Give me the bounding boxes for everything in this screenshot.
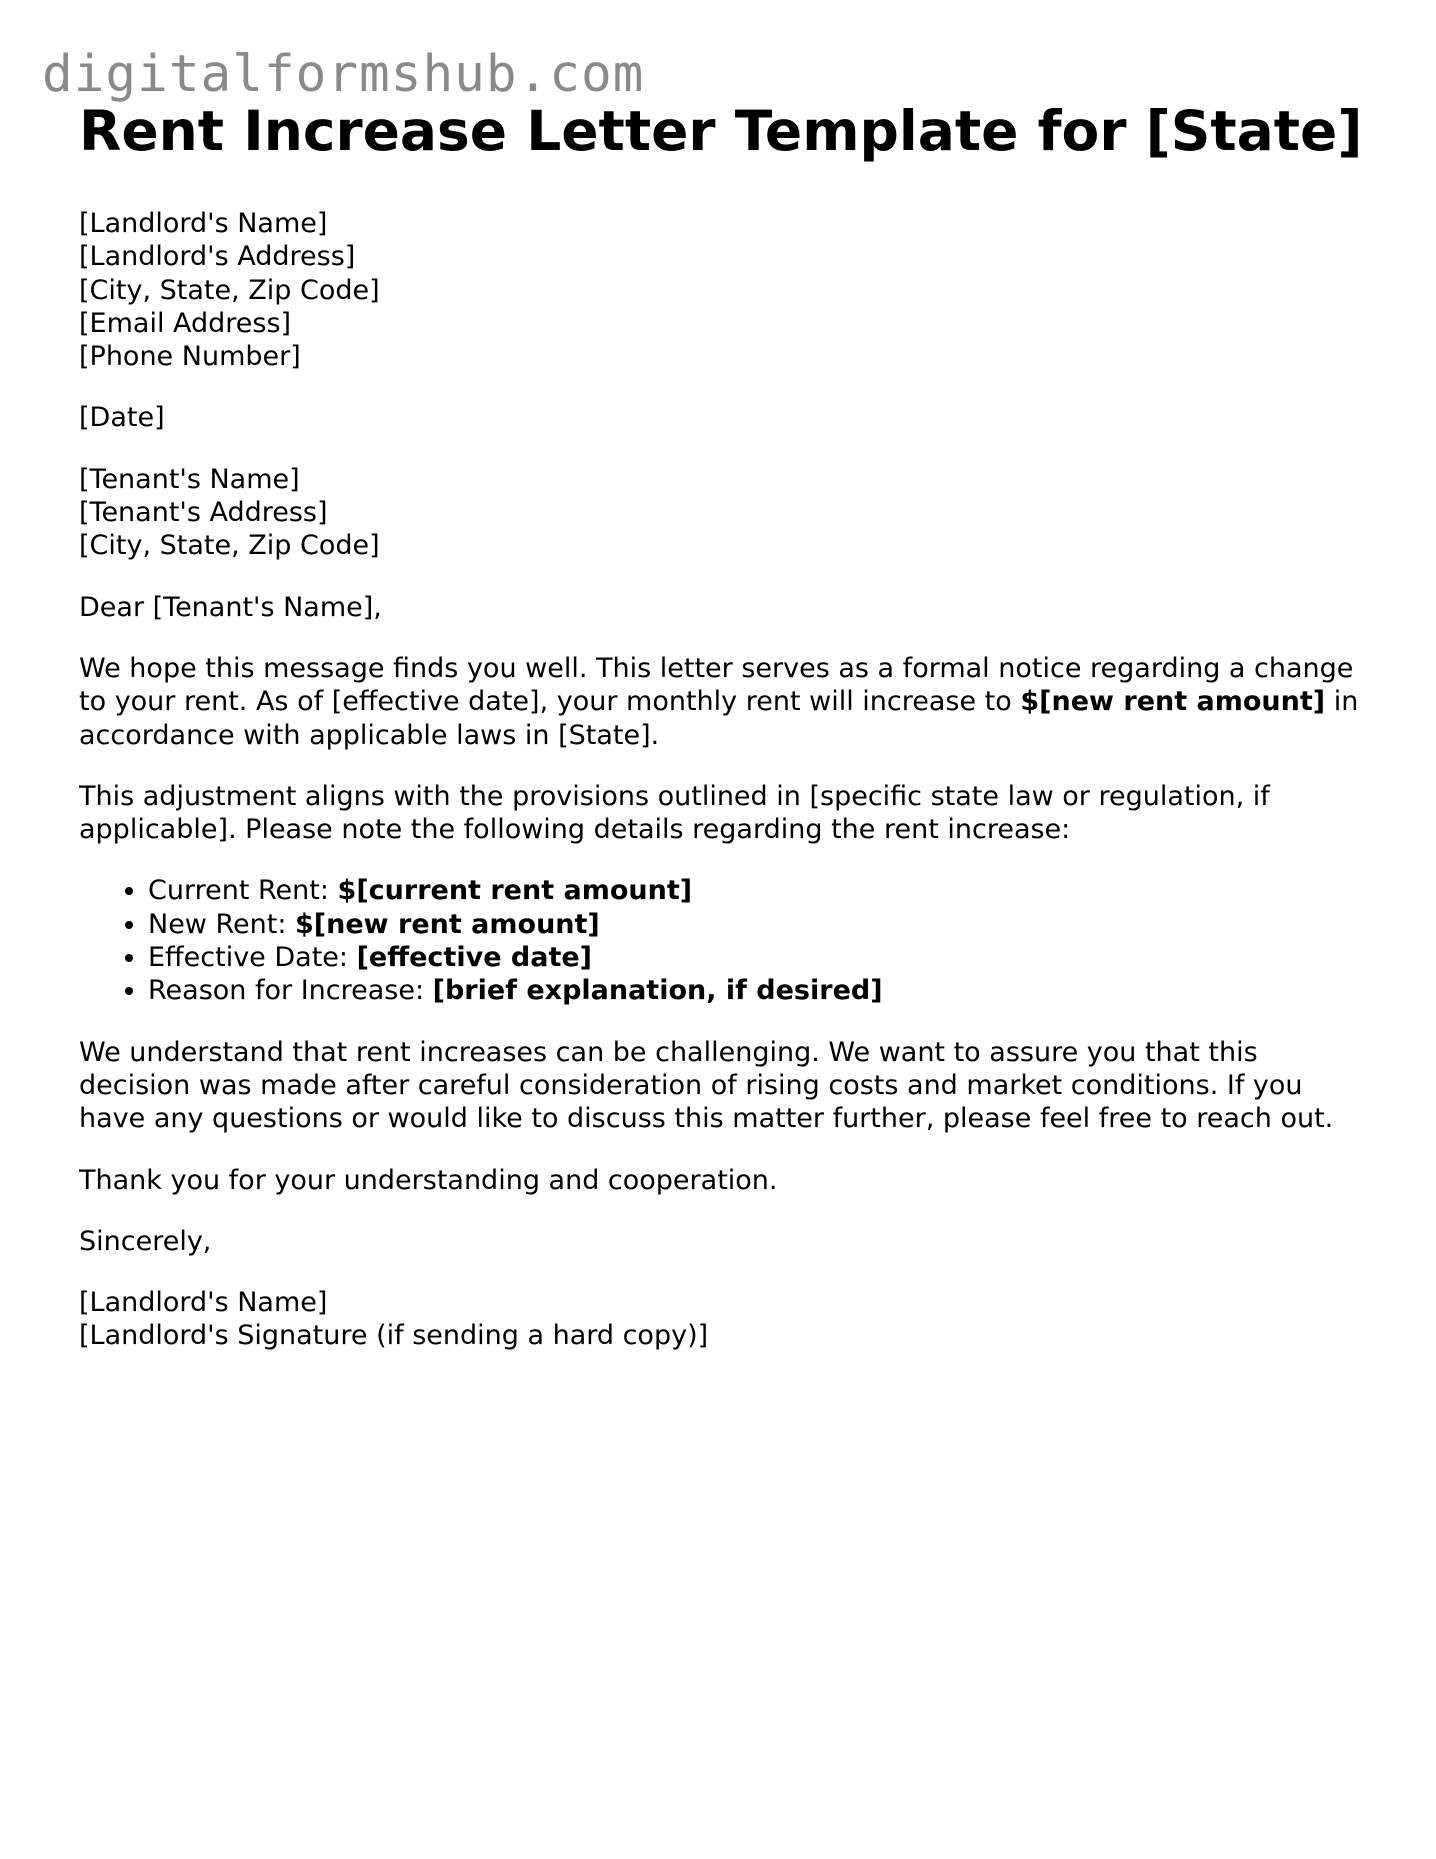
landlord-address: [Landlord's Address]	[79, 241, 356, 273]
letter-date: [Date]	[79, 402, 165, 434]
paragraph-understanding: We understand that rent increases can be challenging. We want to assure you that this decision was made after careful consideration of rising costs and market conditions. If you have any questions or would like to discuss this matter further, please feel free to reach out.	[79, 1036, 1334, 1135]
new-rent-amount: $[new rent amount]	[1020, 686, 1326, 718]
landlord-city-state-zip: [City, State, Zip Code]	[79, 274, 380, 306]
detail-label: Effective Date:	[148, 942, 357, 974]
list-item-effective-date	[148, 941, 1369, 974]
rent-details-list	[79, 874, 1369, 1007]
closing: Sincerely,	[79, 1225, 212, 1257]
landlord-phone: [Phone Number]	[79, 341, 301, 373]
signature-block	[79, 1286, 1369, 1353]
paragraph-notice	[79, 652, 1369, 752]
landlord-email: [Email Address]	[79, 307, 292, 339]
detail-value: [brief explanation, if desired]	[432, 975, 883, 1007]
detail-value: $[new rent amount]	[295, 908, 600, 940]
paragraph-notice-text-end: in accordance with applicable laws in [State].	[79, 686, 1359, 751]
paragraph-thanks: Thank you for your understanding and cooperation.	[79, 1164, 778, 1196]
salutation: Dear [Tenant's Name],	[79, 591, 382, 623]
page-title: Rent Increase Letter Template for [State]	[79, 99, 1363, 163]
tenant-address: [Tenant's Address]	[79, 497, 328, 529]
tenant-address-block	[79, 463, 1369, 563]
landlord-name: [Landlord's Name]	[79, 208, 328, 239]
paragraph-notice-text: We hope this message finds you well. This letter serves as a formal notice regarding a change to your rent. As of [effective date], your monthly rent will increase to	[79, 652, 1354, 718]
detail-label: Reason for Increase:	[148, 975, 433, 1007]
list-item-current-rent	[148, 874, 1369, 907]
paragraph-provisions: This adjustment aligns with the provisions outlined in [specific state law or regulation, if applicable]. Please note the following details regarding the rent increase:	[79, 780, 1270, 846]
signature-line: [Landlord's Signature (if sending a hard copy)]	[79, 1320, 709, 1352]
site-watermark: digitalformshub.com	[42, 45, 645, 104]
list-item-reason	[148, 974, 1369, 1007]
signature-name: [Landlord's Name]	[79, 1287, 328, 1319]
letter-document	[79, 98, 1369, 1353]
list-item-new-rent	[148, 908, 1369, 941]
tenant-name: [Tenant's Name]	[79, 463, 300, 495]
detail-label: Current Rent:	[148, 875, 338, 907]
tenant-city-state-zip: [City, State, Zip Code]	[79, 530, 380, 562]
detail-value: [effective date]	[356, 942, 593, 974]
detail-label: New Rent:	[148, 908, 296, 940]
landlord-address-block	[79, 207, 1369, 373]
detail-value: $[current rent amount]	[337, 875, 693, 907]
